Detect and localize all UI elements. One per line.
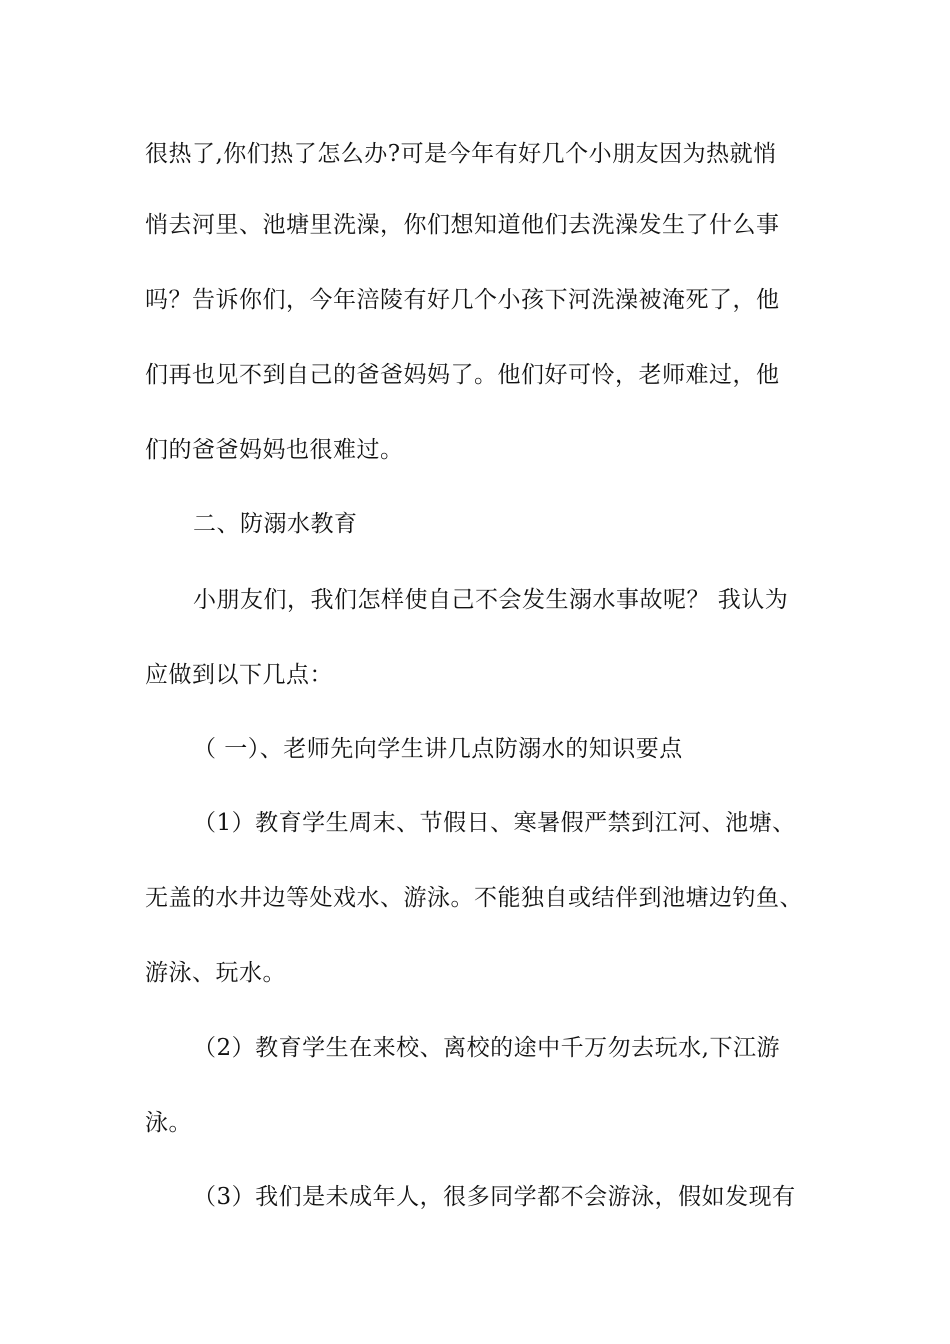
text-line: 悄去河里、池塘里洗澡，你们想知道他们去洗澡发生了什么事 — [145, 212, 780, 238]
text-line: 游泳、玩水。 — [145, 960, 286, 986]
list-item: （3）我们是未成年人，很多同学都不会游泳，假如发现有 — [193, 1184, 796, 1210]
text-line: 们的爸爸妈妈也很难过。 — [145, 437, 404, 463]
text-line: 泳。 — [145, 1110, 192, 1136]
text-line: 无盖的水井边等处戏水、游泳。不能独自或结伴到池塘边钓鱼、 — [145, 885, 803, 911]
text-line: 吗？告诉你们，今年涪陵有好几个小孩下河洗澡被淹死了，他 — [145, 287, 780, 313]
list-item: （1）教育学生周末、节假日、寒暑假严禁到江河、池塘、 — [193, 810, 796, 836]
text-line: 小朋友们，我们怎样使自己不会发生溺水事故呢？ 我认为 — [193, 587, 789, 613]
text-line: 很热了,你们热了怎么办?可是今年有好几个小朋友因为热就悄 — [145, 141, 777, 167]
section-heading: 二、防溺水教育 — [193, 511, 358, 537]
subsection-heading: （ 一）、老师先向学生讲几点防溺水的知识要点 — [193, 736, 683, 762]
list-item: （2）教育学生在来校、离校的途中千万勿去玩水,下江游 — [193, 1035, 780, 1061]
text-line: 们再也见不到自己的爸爸妈妈了。他们好可怜，老师难过，他 — [145, 362, 780, 388]
text-line: 应做到以下几点： — [145, 662, 333, 688]
